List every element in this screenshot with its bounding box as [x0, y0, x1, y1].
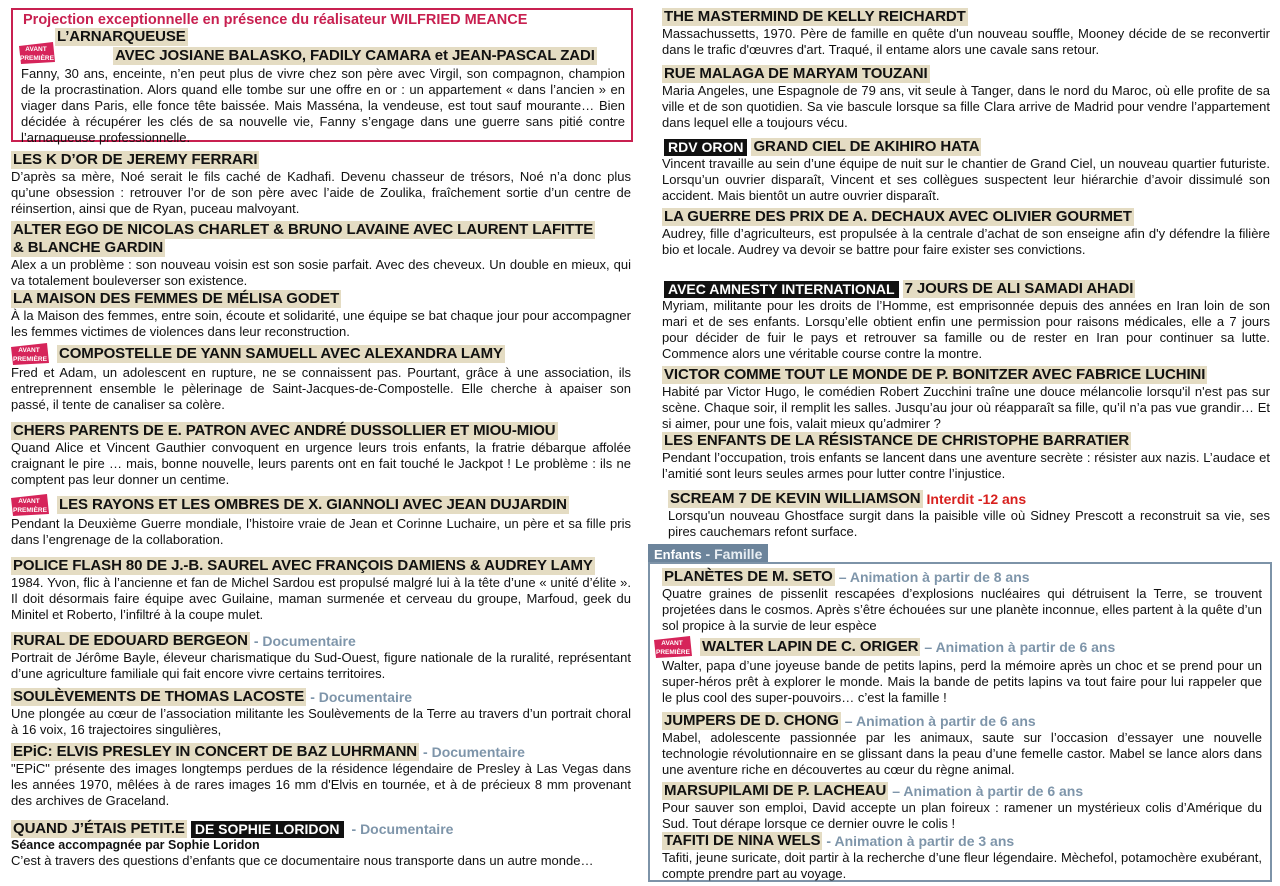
film-title: THE MASTERMIND DE KELLY REICHARDT — [664, 8, 966, 25]
film-title: WALTER LAPIN DE C. ORIGER — [702, 638, 919, 655]
age-rating-tag: Interdit -12 ans — [926, 491, 1027, 507]
genre-tag: - Documentaire — [351, 821, 454, 837]
film-entry — [662, 280, 1270, 362]
genre-tag: - Documentaire — [423, 744, 525, 760]
film-title: EPiC: ELVIS PRESLEY IN CONCERT DE BAZ LUHRMANN — [13, 743, 418, 760]
film-description: Portrait de Jérôme Bayle, éleveur charismatique du Sud-Ouest, figure nationale de la ruralité, représentant d’une agriculture familiale qui fait encore vivre certains territoires. — [11, 650, 631, 681]
svg-text:PREMIÈRE: PREMIÈRE — [13, 356, 47, 363]
film-title: ALTER EGO DE NICOLAS CHARLET & BRUNO LAVAINE AVEC LAURENT LAFITTE — [13, 221, 594, 238]
film-title: LA GUERRE DES PRIX DE A. DECHAUX AVEC OLIVIER GOURMET — [664, 208, 1132, 225]
film-description: Fred et Adam, un adolescent en rupture, ne se connaissent pas. Pourtant, grâce à une association, ils entreprennent ensemble le pèlerinage de Saint-Jacques-de-Compostelle. Elle cherche à apaiser son passé, il tente de canaliser sa colère. — [11, 365, 631, 412]
film-entry — [662, 832, 1262, 882]
special-screening-box — [11, 8, 633, 145]
film-entry — [662, 432, 1270, 482]
highlight-label: AVEC AMNESTY INTERNATIONAL — [664, 281, 899, 298]
film-entry — [662, 65, 1270, 131]
film-description: Vincent travaille au sein d’une équipe de nuit sur le chantier de Grand Ciel, un nouveau quartier futuriste. Lorsqu’un ouvrier disparaît, Vincent et ses collègues suspectent leur hiérarchie d’avoir dissimulé son accident. Mais bientôt un autre ouvrier disparaît. — [662, 156, 1270, 203]
genre-tag: - Documentaire — [310, 689, 413, 705]
film-entry — [11, 743, 631, 809]
film-description: Walter, papa d’une joyeuse bande de petits lapins, perd la mémoire après un choc et se prend pour un super-héros prêt à explorer le monde. Mais la bande de petits lapins va tout faire pour lui rappeler que le plus cool des super-pouvoirs… c’est la famille ! — [662, 658, 1262, 705]
film-entry — [11, 422, 631, 488]
film-title: LES RAYONS ET LES OMBRES DE X. GIANNOLI AVEC JEAN DUJARDIN — [59, 496, 567, 513]
genre-tag: - Animation à partir de 3 ans — [826, 833, 1015, 849]
film-description: Habité par Victor Hugo, le comédien Robert Zucchini traîne une douce mélancolie lorsqu'il n'est pas sur scène. Chaque soir, il remplit les salles. Jusqu’au jour où réapparaît sa fille, qu’il n’a pas vue grandir… Et si aimer, pour une fois, valait mieux qu’admirer ? — [662, 384, 1270, 431]
film-title: QUAND J’ÉTAIS PETIT.E — [13, 820, 185, 837]
film-title: CHERS PARENTS DE E. PATRON AVEC ANDRÉ DUSSOLLIER ET MIOU-MIOU — [13, 422, 556, 439]
family-section-box — [648, 562, 1272, 882]
film-description: D’après sa mère, Noé serait le fils caché de Kadhafi. Devenu chasseur de trésors, Noé n’a donc plus qu’une obsession : retrouver l’or de son père avec l’aide de Zoulika, fraîchement sortie d’un centre de réinsertion, ainsi que de Ryan, puceau malvoyant. — [11, 169, 631, 216]
film-title: MARSUPILAMI DE P. LACHEAU — [664, 782, 887, 799]
film-entry — [11, 632, 631, 682]
film-title: GRAND CIEL DE AKIHIRO HATA — [753, 138, 980, 155]
film-title: 7 JOURS DE ALI SAMADI AHADI — [904, 280, 1134, 297]
genre-tag: – Animation à partir de 6 ans — [892, 783, 1084, 799]
film-cast: AVEC JOSIANE BALASKO, FADILY CAMARA et JEAN-PASCAL ZADI — [115, 47, 595, 64]
film-description: Myriam, militante pour les droits de l’Homme, est emprisonnée depuis des années en Iran loin de son mari et de ses enfants. Lorsqu’elle obtient enfin une permission pour raisons médicales, elle a 7 jours pour décider de fuir le pays et retrouver sa famille ou de rester en Iran pour continuer sa lutte. Commence alors une véritable course contre la montre. — [662, 298, 1270, 361]
highlight-label: RDV ORON — [664, 139, 747, 156]
film-title: VICTOR COMME TOUT LE MONDE DE P. BONITZER AVEC FABRICE LUCHINI — [664, 366, 1206, 383]
film-description: Pour sauver son emploi, David accepte un plan foireux : ramener un mystérieux colis d’Amérique du Sud. Tout dérape lorsque ce dernier ouvre le colis ! — [662, 800, 1262, 831]
film-title: RURAL DE EDOUARD BERGEON — [13, 632, 248, 649]
genre-tag: – Animation à partir de 6 ans — [844, 713, 1036, 729]
film-entry — [662, 138, 1270, 204]
film-description: Massachussetts, 1970. Père de famille en quête d'un nouveau souffle, Mooney décide de se reconvertir dans le trafic d'œuvres d'art. Traqué, il entame alors une cavale sans retour. — [662, 26, 1270, 57]
film-description: Tafiti, jeune suricate, doit partir à la recherche d’une fleur légendaire. Mèchefol, potamochère exubérant, compte prendre part au voyage. — [662, 850, 1262, 881]
film-description: Une plongée au cœur de l’association militante les Soulèvements de la Terre au travers d’un portrait choral à 16 voix, 16 trajectoires singulières, — [11, 706, 631, 737]
film-description: Fanny, 30 ans, enceinte, n’en peut plus de vivre chez son père avec Virgil, son compagnon, champion de la procrastination. Alors quand elle tombe sur une offre en or : un appartement « dans l’ancien » en viager dans Paris, elle fonce tête baissée. Mais Masséna, la vendeuse, est tout sauf mourante… Bien décidée à récupérer les clés de sa nouvelle vie, Fanny s’engage dans une guerre sans pitié contre l’arnaqueuse professionnelle. — [21, 66, 625, 145]
avant-premiere-badge — [17, 42, 59, 64]
film-title: PLANÈTES DE M. SETO — [664, 568, 833, 585]
film-entry — [11, 688, 631, 738]
svg-text:AVANT: AVANT — [18, 347, 40, 354]
film-description: Quatre graines de pissenlit rescapées d’explosions nucléaires qui détruisent la Terre, se trouvent projetées dans le cosmos. Après s’être échouées sur une planète inconnue, elles partent à la quête d’un sol propice à la survie de leur espèce — [662, 586, 1262, 633]
film-description: Mabel, adolescente passionnée par les animaux, saute sur l’occasion d’essayer une nouvelle technologie révolutionnaire en se glissant dans la peau d’une femelle castor. Mabel se lance alors dans une aventure riche en découvertes au cœur du règne animal. — [662, 730, 1262, 777]
film-title: COMPOSTELLE DE YANN SAMUELL AVEC ALEXANDRA LAMY — [59, 345, 503, 362]
film-entry — [11, 221, 631, 289]
svg-text:AVANT: AVANT — [18, 498, 40, 505]
avant-premiere-badge — [654, 636, 698, 658]
film-entry — [11, 343, 631, 413]
family-tab-sublabel: - Famille — [701, 546, 763, 562]
svg-text:AVANT: AVANT — [25, 46, 47, 53]
film-entry — [11, 494, 631, 548]
film-entry — [662, 8, 1270, 58]
svg-text:PREMIÈRE: PREMIÈRE — [656, 649, 690, 656]
film-entry — [11, 151, 631, 217]
film-entry — [662, 782, 1262, 832]
film-entry — [662, 366, 1270, 432]
film-description: "EPiC" présente des images longtemps perdues de la résidence légendaire de Presley à Las Vegas dans les années 1970, mêlées à de rares images 16 mm d'Elvis en tournée, et à de précieux 8 mm provenant des archives de Graceland. — [11, 761, 631, 808]
film-title: RUE MALAGA DE MARYAM TOUZANI — [664, 65, 928, 82]
special-screening-header: Projection exceptionnelle en présence du réalisateur WILFRIED MEANCE — [23, 12, 528, 28]
film-title: SOULÈVEMENTS DE THOMAS LACOSTE — [13, 688, 305, 705]
film-description: Quand Alice et Vincent Gauthier convoquent en urgence leurs trois enfants, la fratrie débarque affolée craignant le pire … mais, bonne nouvelle, leurs parents ont en fait touché le Jackpot ! Le problème : ils ne comptent pas leur donner un centime. — [11, 440, 631, 487]
avant-premiere-badge — [11, 494, 55, 516]
film-title: JUMPERS DE D. CHONG — [664, 712, 839, 729]
avant-premiere-badge — [11, 343, 55, 365]
svg-text:PREMIÈRE: PREMIÈRE — [20, 55, 54, 62]
svg-text:AVANT: AVANT — [661, 640, 683, 647]
screening-note: Séance accompagnée par Sophie Loridon — [11, 838, 260, 852]
film-entry — [654, 636, 1262, 706]
film-description: Alex a un problème : son nouveau voisin est son sosie parfait. Avec des cheveux. Un double en mieux, qui va totalement bouleverser son existence. — [11, 257, 631, 288]
film-title: LES ENFANTS DE LA RÉSISTANCE DE CHRISTOPHE BARRATIER — [664, 432, 1130, 449]
family-section-tab — [648, 544, 768, 564]
film-entry — [668, 490, 1270, 540]
film-description: Pendant l’occupation, trois enfants se lancent dans une aventure secrète : résister aux nazis. L’audace et l’amitié sont leurs seules armes pour lutter contre l’injustice. — [662, 450, 1270, 481]
family-tab-label: Enfants — [654, 547, 702, 562]
film-title-continued: & BLANCHE GARDIN — [13, 239, 164, 256]
film-entry — [11, 557, 631, 623]
film-description: À la Maison des femmes, entre soin, écoute et solidarité, une équipe se bat chaque jour pour accompagner les femmes victimes de violences dans leur reconstruction. — [11, 308, 631, 339]
film-title: L’ARNARQUEUSE — [57, 28, 186, 45]
film-title: POLICE FLASH 80 DE J.-B. SAUREL AVEC FRANÇOIS DAMIENS & AUDREY LAMY — [13, 557, 593, 574]
svg-text:PREMIÈRE: PREMIÈRE — [13, 507, 47, 514]
film-entry — [11, 290, 631, 340]
film-description: Lorsqu'un nouveau Ghostface surgit dans la paisible ville où Sidney Prescott a reconstruit sa vie, ses pires cauchemars refont surface. — [668, 508, 1270, 539]
genre-tag: - Documentaire — [253, 633, 356, 649]
film-description: Maria Angeles, une Espagnole de 79 ans, vit seule à Tanger, dans le nord du Maroc, où elle profite de sa ville et de son quotidien. Sa vie bascule lorsque sa fille Clara arrive de Madrid pour vendre l’appartement dans lequel elle a toujours vécu. — [662, 83, 1270, 130]
film-description: Pendant la Deuxième Guerre mondiale, l’histoire vraie de Jean et Corinne Luchaire, un père et sa fille pris dans l’engrenage de la collaboration. — [11, 516, 631, 547]
film-description: Audrey, fille d’agriculteurs, est propulsée à la centrale d’achat de son enseigne afin d'y défendre la filière bio et locale. Audrey va devoir se battre pour faire exister ses convictions. — [662, 226, 1270, 257]
film-entry — [662, 208, 1270, 258]
film-title: LES K D’OR DE JEREMY FERRARI — [13, 151, 258, 168]
genre-tag: – Animation à partir de 8 ans — [838, 569, 1030, 585]
film-description: C’est à travers des questions d’enfants que ce documentaire nous transporte dans un autre monde… — [11, 853, 594, 868]
film-title: TAFITI DE NINA WELS — [664, 832, 821, 849]
special-title-line — [20, 28, 188, 62]
film-entry — [11, 820, 631, 869]
film-entry — [662, 568, 1262, 634]
film-title: SCREAM 7 DE KEVIN WILLIAMSON — [670, 490, 921, 507]
highlight-label: DE SOPHIE LORIDON — [191, 821, 344, 838]
film-title: LA MAISON DES FEMMES DE MÉLISA GODET — [13, 290, 340, 307]
genre-tag: – Animation à partir de 6 ans — [924, 639, 1116, 655]
film-description: 1984. Yvon, flic à l’ancienne et fan de Michel Sardou est propulsé malgré lui à la tête d’une « unité d’élite ». Il doit désormais faire équipe avec Guilaine, maman surmenée et cerveau du groupe, Marfoud, geek du Minitel et Roberto, l’infiltré à la coupe mulet. — [11, 575, 631, 622]
film-entry — [662, 712, 1262, 778]
